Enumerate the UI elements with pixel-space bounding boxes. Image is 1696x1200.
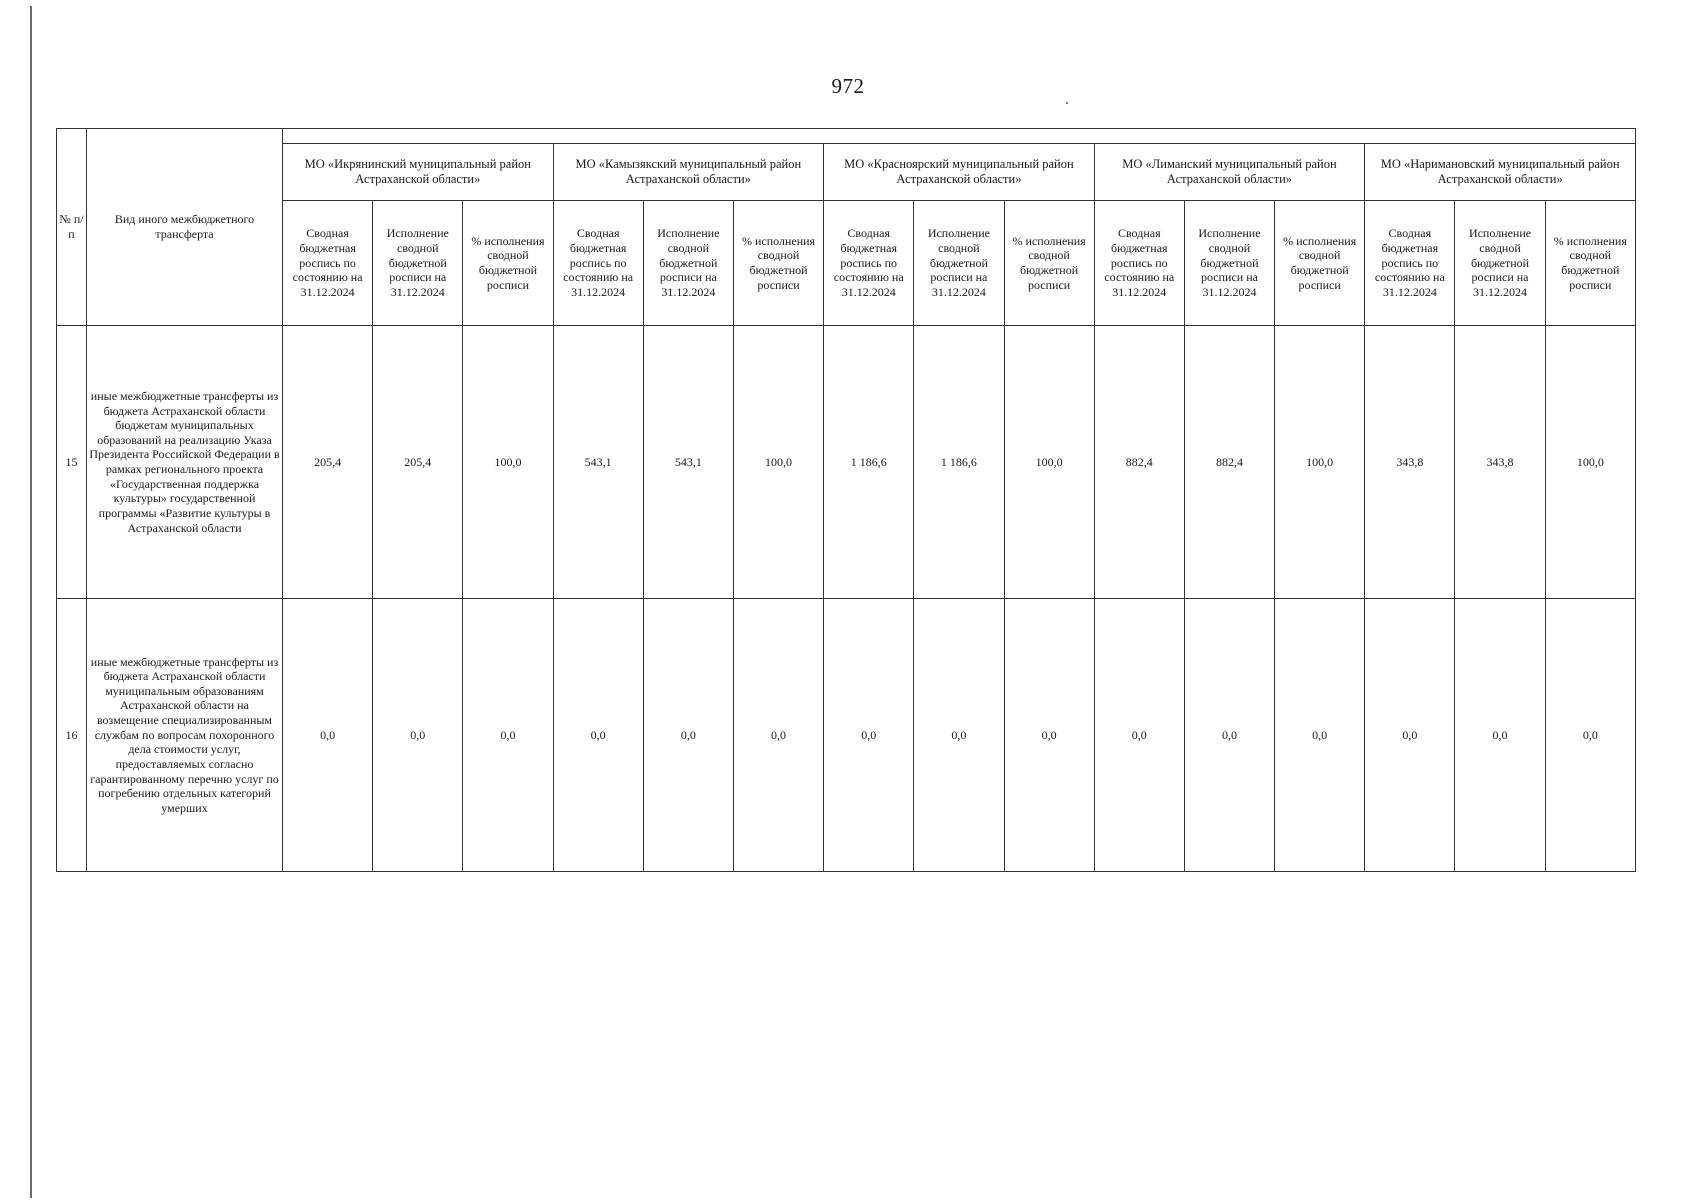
transfer-description: иные межбюджетные трансферты из бюджета Астраханской области муниципальным образованиям Астраханской области на возмещение специализированным службам по вопросам похоронного дела стоимости услуг, предоставляемых согласно гарантированному перечню услуг по погребению отдельных категорий умерших (87, 599, 283, 872)
value-cell: 0,0 (1275, 599, 1365, 872)
value-cell: 882,4 (1184, 326, 1274, 599)
region-header-row (57, 144, 1636, 201)
value-cell: 0,0 (1455, 599, 1545, 872)
transfer-description: иные межбюджетные трансферты из бюджета Астраханской области бюджетам муниципальных образований на реализацию Указа Президента Российской Федерации в рамках регионального проекта «Государственная поддержка культуры» государственной программы «Развитие культуры в Астраханской области (87, 326, 283, 599)
value-cell: 543,1 (553, 326, 643, 599)
col-header-planned: Сводная бюджетная роспись по состоянию на 31.12.2024 (553, 201, 643, 326)
col-header-planned: Сводная бюджетная роспись по состоянию на 31.12.2024 (283, 201, 373, 326)
value-cell: 0,0 (1365, 599, 1455, 872)
value-cell: 0,0 (1184, 599, 1274, 872)
value-cell: 100,0 (463, 326, 553, 599)
value-cell: 882,4 (1094, 326, 1184, 599)
value-cell: 100,0 (1004, 326, 1094, 599)
col-header-executed: Исполнение сводной бюджетной росписи на 31.12.2024 (373, 201, 463, 326)
col-header-planned: Сводная бюджетная роспись по состоянию на 31.12.2024 (1365, 201, 1455, 326)
value-cell: 0,0 (1094, 599, 1184, 872)
value-cell: 343,8 (1365, 326, 1455, 599)
value-cell: 0,0 (373, 599, 463, 872)
col-header-executed: Исполнение сводной бюджетной росписи на 31.12.2024 (643, 201, 733, 326)
region-header: МО «Наримановский муниципальный район Астраханской области» (1365, 144, 1636, 201)
value-cell: 343,8 (1455, 326, 1545, 599)
col-header-percent: % исполнения сводной бюджетной росписи (463, 201, 553, 326)
col-header-percent: % исполнения сводной бюджетной росписи (1545, 201, 1635, 326)
row-number: 16 (57, 599, 87, 872)
page-number: 972 (831, 74, 865, 98)
value-cell: 1 186,6 (824, 326, 914, 599)
value-cell: 0,0 (643, 599, 733, 872)
col-header-executed: Исполнение сводной бюджетной росписи на 31.12.2024 (914, 201, 1004, 326)
value-cell: 100,0 (1545, 326, 1635, 599)
value-cell: 205,4 (373, 326, 463, 599)
region-header: МО «Красноярский муниципальный район Астраханской области» (824, 144, 1095, 201)
value-cell: 0,0 (824, 599, 914, 872)
header-band-row (57, 129, 1636, 144)
header-band-cell (283, 129, 1636, 144)
value-cell: 0,0 (733, 599, 823, 872)
scan-edge-line (30, 6, 32, 1198)
col-header-executed: Исполнение сводной бюджетной росписи на 31.12.2024 (1455, 201, 1545, 326)
table-row (57, 599, 1636, 872)
value-cell: 0,0 (283, 599, 373, 872)
region-header: МО «Икрянинский муниципальный район Астраханской области» (283, 144, 554, 201)
value-cell: 100,0 (733, 326, 823, 599)
num-header: № п/п (57, 129, 87, 326)
value-cell: 205,4 (283, 326, 373, 599)
value-cell: 0,0 (1004, 599, 1094, 872)
value-cell: 0,0 (1545, 599, 1635, 872)
value-cell: 100,0 (1275, 326, 1365, 599)
col-header-percent: % исполнения сводной бюджетной росписи (1275, 201, 1365, 326)
column-header-row (57, 201, 1636, 326)
col-header-percent: % исполнения сводной бюджетной росписи (733, 201, 823, 326)
table-row (57, 326, 1636, 599)
transfers-table (56, 128, 1636, 872)
value-cell: 0,0 (914, 599, 1004, 872)
col-header-executed: Исполнение сводной бюджетной росписи на 31.12.2024 (1184, 201, 1274, 326)
value-cell: 1 186,6 (914, 326, 1004, 599)
region-header: МО «Камызякский муниципальный район Астраханской области» (553, 144, 824, 201)
value-cell: 0,0 (553, 599, 643, 872)
type-header: Вид иного межбюджетного трансферта (87, 129, 283, 326)
col-header-percent: % исполнения сводной бюджетной росписи (1004, 201, 1094, 326)
row-number: 15 (57, 326, 87, 599)
value-cell: 543,1 (643, 326, 733, 599)
scan-speck (1066, 102, 1068, 104)
region-header: МО «Лиманский муниципальный район Астраханской области» (1094, 144, 1365, 201)
value-cell: 0,0 (463, 599, 553, 872)
col-header-planned: Сводная бюджетная роспись по состоянию на 31.12.2024 (1094, 201, 1184, 326)
col-header-planned: Сводная бюджетная роспись по состоянию на 31.12.2024 (824, 201, 914, 326)
